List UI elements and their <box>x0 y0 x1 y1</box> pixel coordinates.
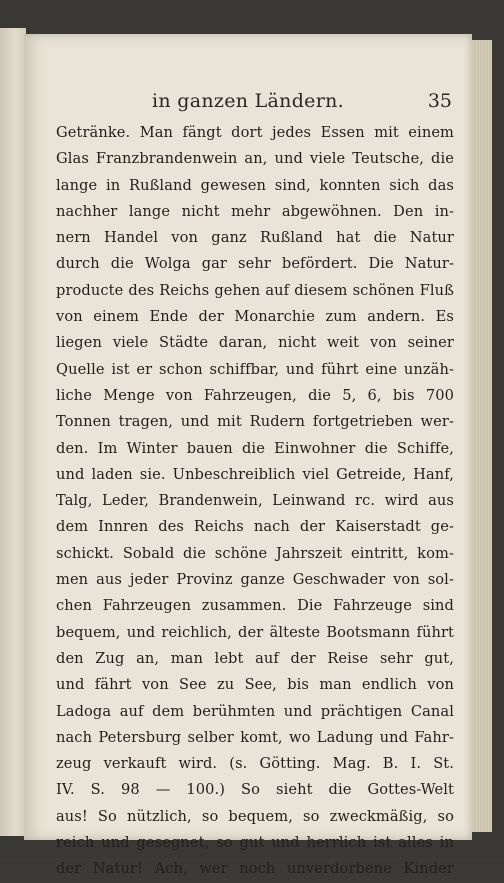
text-line: reich und gesegnet, so gut und herrlich ist alles in <box>56 834 454 852</box>
text-line: durch die Wolga gar sehr befördert. Die Natur- <box>56 255 454 273</box>
text-line: IV. S. 98 — 100.) So sieht die Gottes-Welt <box>56 781 454 799</box>
text-line: den Zug an, man lebt auf der Reise sehr gut, <box>56 649 454 667</box>
text-line: Tonnen tragen, und mit Rudern fortgetrieben wer- <box>56 413 454 431</box>
text-line: zeug verkauft wird. (s. Götting. Mag. B. I. St. <box>56 755 454 773</box>
previous-page-edge <box>0 28 26 836</box>
text-line: nach Petersburg selber komt, wo Ladung und Fahr- <box>56 728 454 746</box>
running-header <box>24 86 472 116</box>
text-line: men aus jeder Provinz ganze Geschwader von sol- <box>56 571 454 589</box>
text-line: Glas Franzbrandenwein an, und viele Teutsche, die <box>56 150 454 168</box>
text-line: der Natur! Ach, wer noch unverdorbene Kinder <box>56 860 454 878</box>
text-line: chen Fahrzeugen zusammen. Die Fahrzeuge sind <box>56 597 454 615</box>
text-line: den. Im Winter bauen die Einwohner die Schiffe, <box>56 439 454 457</box>
body-text <box>56 120 454 883</box>
text-line: liegen viele Städte daran, nicht weit von seiner <box>56 334 454 352</box>
text-line: von einem Ende der Monarchie zum andern. Es <box>56 308 454 326</box>
text-line: Getränke. Man fängt dort jedes Essen mit einem <box>56 124 454 141</box>
text-line: liche Menge von Fahrzeugen, die 5, 6, bis 700 <box>56 386 454 404</box>
text-line: Ladoga auf dem berühmten und prächtigen Canal <box>56 702 454 720</box>
page-stack-edge <box>472 40 492 832</box>
text-line: nern Handel von ganz Rußland hat die Natur <box>56 229 454 247</box>
text-line: producte des Reichs gehen auf diesem schönen Fluß <box>56 281 454 299</box>
text-line: Talg, Leder, Brandenwein, Leinwand rc. wird aus <box>56 492 454 510</box>
text-line: dem Innren des Reichs nach der Kaiserstadt ge- <box>56 518 454 536</box>
text-line: nachher lange nicht mehr abgewöhnen. Den in- <box>56 202 454 220</box>
text-line: Quelle ist er schon schiffbar, und führt eine unzäh- <box>56 360 454 378</box>
header-title: in ganzen Ländern. <box>152 90 344 112</box>
text-line: und fährt von See zu See, bis man endlich von <box>56 676 454 694</box>
text-line: bequem, und reichlich, der älteste Bootsmann führt <box>56 623 454 641</box>
page-number: 35 <box>427 90 452 112</box>
text-line: schickt. Sobald die schöne Jahrszeit eintritt, kom- <box>56 544 454 562</box>
text-line: aus! So nützlich, so bequem, so zweckmäßig, so <box>56 807 454 825</box>
text-line: und laden sie. Unbeschreiblich viel Getreide, Hanf, <box>56 465 454 483</box>
text-line: lange in Rußland gewesen sind, konnten sich das <box>56 176 454 194</box>
